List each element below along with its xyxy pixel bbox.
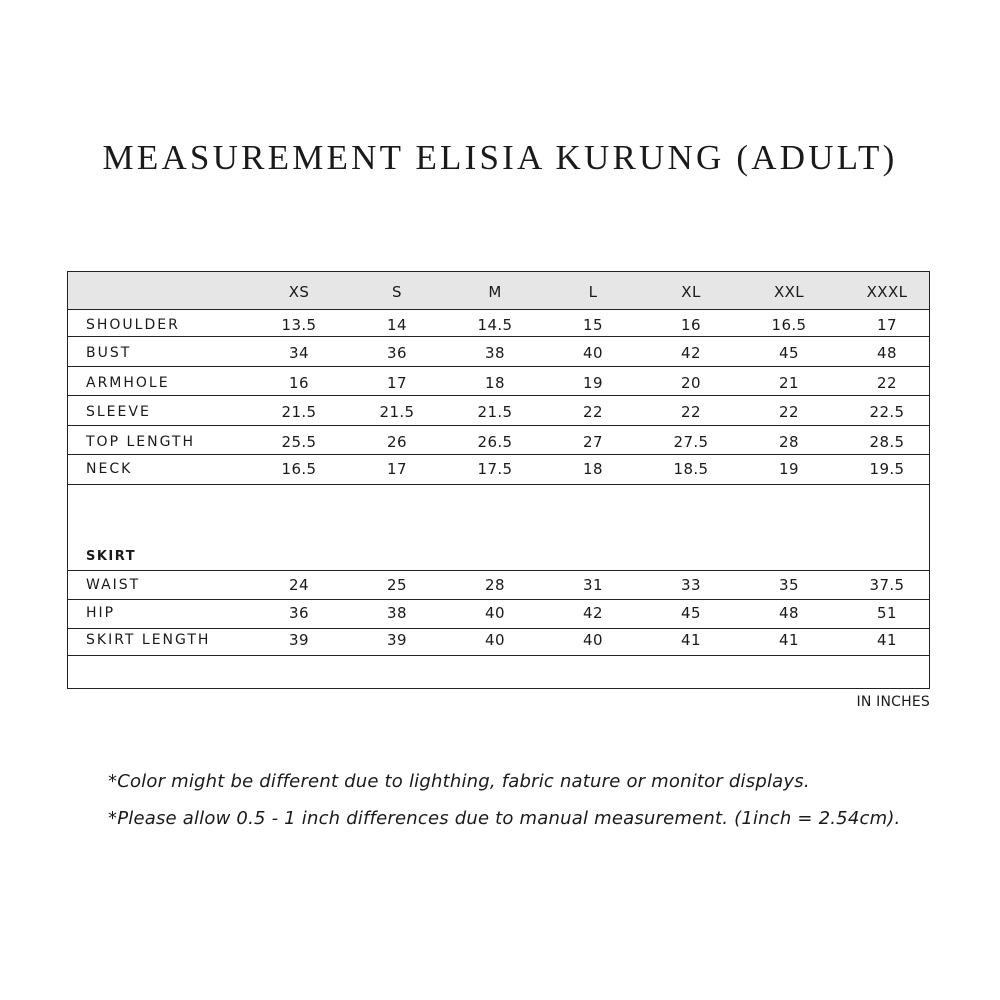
table-row	[68, 396, 929, 426]
measurement-value: 20	[681, 374, 701, 392]
size-column-header: XL	[681, 283, 701, 301]
measurement-value: 41	[779, 631, 799, 649]
measurement-label: ARMHOLE	[86, 375, 170, 391]
measurement-value: 28	[779, 433, 799, 451]
measurement-label: SHOULDER	[86, 317, 180, 333]
measurement-value: 34	[289, 344, 309, 362]
measurement-value: 38	[485, 344, 505, 362]
measurement-value: 16	[681, 316, 701, 334]
measurement-value: 26	[387, 433, 407, 451]
measurement-value: 21.5	[477, 403, 513, 421]
measurement-value: 21	[779, 374, 799, 392]
size-column-header: M	[488, 283, 502, 301]
size-column-header: XS	[288, 283, 310, 301]
measurement-value: 37.5	[869, 576, 905, 594]
measurement-value: 18	[485, 374, 505, 392]
measurement-label: BUST	[86, 345, 132, 361]
measurement-value: 42	[681, 344, 701, 362]
measurement-value: 17	[877, 316, 897, 334]
measurement-label: NECK	[86, 461, 133, 477]
measurement-value: 18	[583, 460, 603, 478]
size-column-header: XXL	[773, 283, 805, 301]
measurement-value: 40	[485, 631, 505, 649]
measurement-label: HIP	[86, 605, 116, 621]
measurement-value: 17.5	[477, 460, 513, 478]
measurement-value: 22	[877, 374, 897, 392]
measurement-disclaimer: *Please allow 0.5 - 1 inch differences due to manual measurement. (1inch = 2.54cm).	[108, 808, 901, 829]
table-row	[68, 455, 929, 485]
table-header-row	[68, 272, 929, 310]
measurement-value: 40	[485, 604, 505, 622]
measurement-label: SLEEVE	[86, 404, 151, 420]
measurement-value: 45	[779, 344, 799, 362]
color-disclaimer: *Color might be different due to lighthing, fabric nature or monitor displays.	[108, 771, 810, 792]
measurement-value: 15	[583, 316, 603, 334]
measurement-label: WAIST	[86, 577, 141, 593]
measurement-value: 22	[583, 403, 603, 421]
table-row	[68, 426, 929, 455]
measurement-value: 22	[779, 403, 799, 421]
page-title: MEASUREMENT ELISIA KURUNG (ADULT)	[102, 138, 898, 177]
skirt-section-label: SKIRT	[86, 549, 137, 564]
unit-note: IN INCHES	[856, 694, 930, 710]
measurement-value: 27	[583, 433, 603, 451]
measurement-value: 25	[387, 576, 407, 594]
measurement-value: 39	[387, 631, 407, 649]
measurement-value: 51	[877, 604, 897, 622]
measurement-value: 36	[289, 604, 309, 622]
measurement-value: 16	[289, 374, 309, 392]
table-row	[68, 600, 929, 629]
measurement-value: 14	[387, 316, 407, 334]
table-row	[68, 571, 929, 600]
measurement-value: 28	[485, 576, 505, 594]
measurement-value: 48	[877, 344, 897, 362]
measurement-value: 35	[779, 576, 799, 594]
measurement-value: 36	[387, 344, 407, 362]
measurement-value: 19	[583, 374, 603, 392]
measurement-value: 42	[583, 604, 603, 622]
measurement-value: 45	[681, 604, 701, 622]
measurement-value: 18.5	[673, 460, 709, 478]
measurement-value: 16.5	[771, 316, 807, 334]
size-chart-table	[67, 271, 930, 689]
skirt-section-row	[68, 485, 929, 571]
measurement-value: 13.5	[281, 316, 317, 334]
measurement-value: 39	[289, 631, 309, 649]
measurement-value: 26.5	[477, 433, 513, 451]
measurement-value: 24	[289, 576, 309, 594]
measurement-value: 33	[681, 576, 701, 594]
measurement-value: 41	[877, 631, 897, 649]
table-footer-row	[68, 656, 929, 688]
measurement-value: 41	[681, 631, 701, 649]
table-row	[68, 337, 929, 367]
measurement-value: 48	[779, 604, 799, 622]
table-row	[68, 629, 929, 656]
measurement-value: 38	[387, 604, 407, 622]
measurement-value: 25.5	[281, 433, 317, 451]
measurement-label: TOP LENGTH	[86, 434, 196, 450]
measurement-value: 17	[387, 460, 407, 478]
size-column-header: XXXL	[866, 283, 908, 301]
size-column-header: S	[392, 283, 402, 301]
measurement-value: 19.5	[869, 460, 905, 478]
measurement-value: 22.5	[869, 403, 905, 421]
measurement-value: 40	[583, 631, 603, 649]
measurement-value: 31	[583, 576, 603, 594]
measurement-value: 16.5	[281, 460, 317, 478]
measurement-value: 27.5	[673, 433, 709, 451]
measurement-value: 19	[779, 460, 799, 478]
table-row	[68, 310, 929, 337]
measurement-value: 21.5	[281, 403, 317, 421]
measurement-label: SKIRT LENGTH	[86, 632, 211, 648]
table-row	[68, 367, 929, 396]
measurement-value: 22	[681, 403, 701, 421]
measurement-value: 17	[387, 374, 407, 392]
measurement-value: 40	[583, 344, 603, 362]
measurement-value: 21.5	[379, 403, 415, 421]
measurement-value: 14.5	[477, 316, 513, 334]
measurement-value: 28.5	[869, 433, 905, 451]
size-column-header: L	[588, 283, 598, 301]
